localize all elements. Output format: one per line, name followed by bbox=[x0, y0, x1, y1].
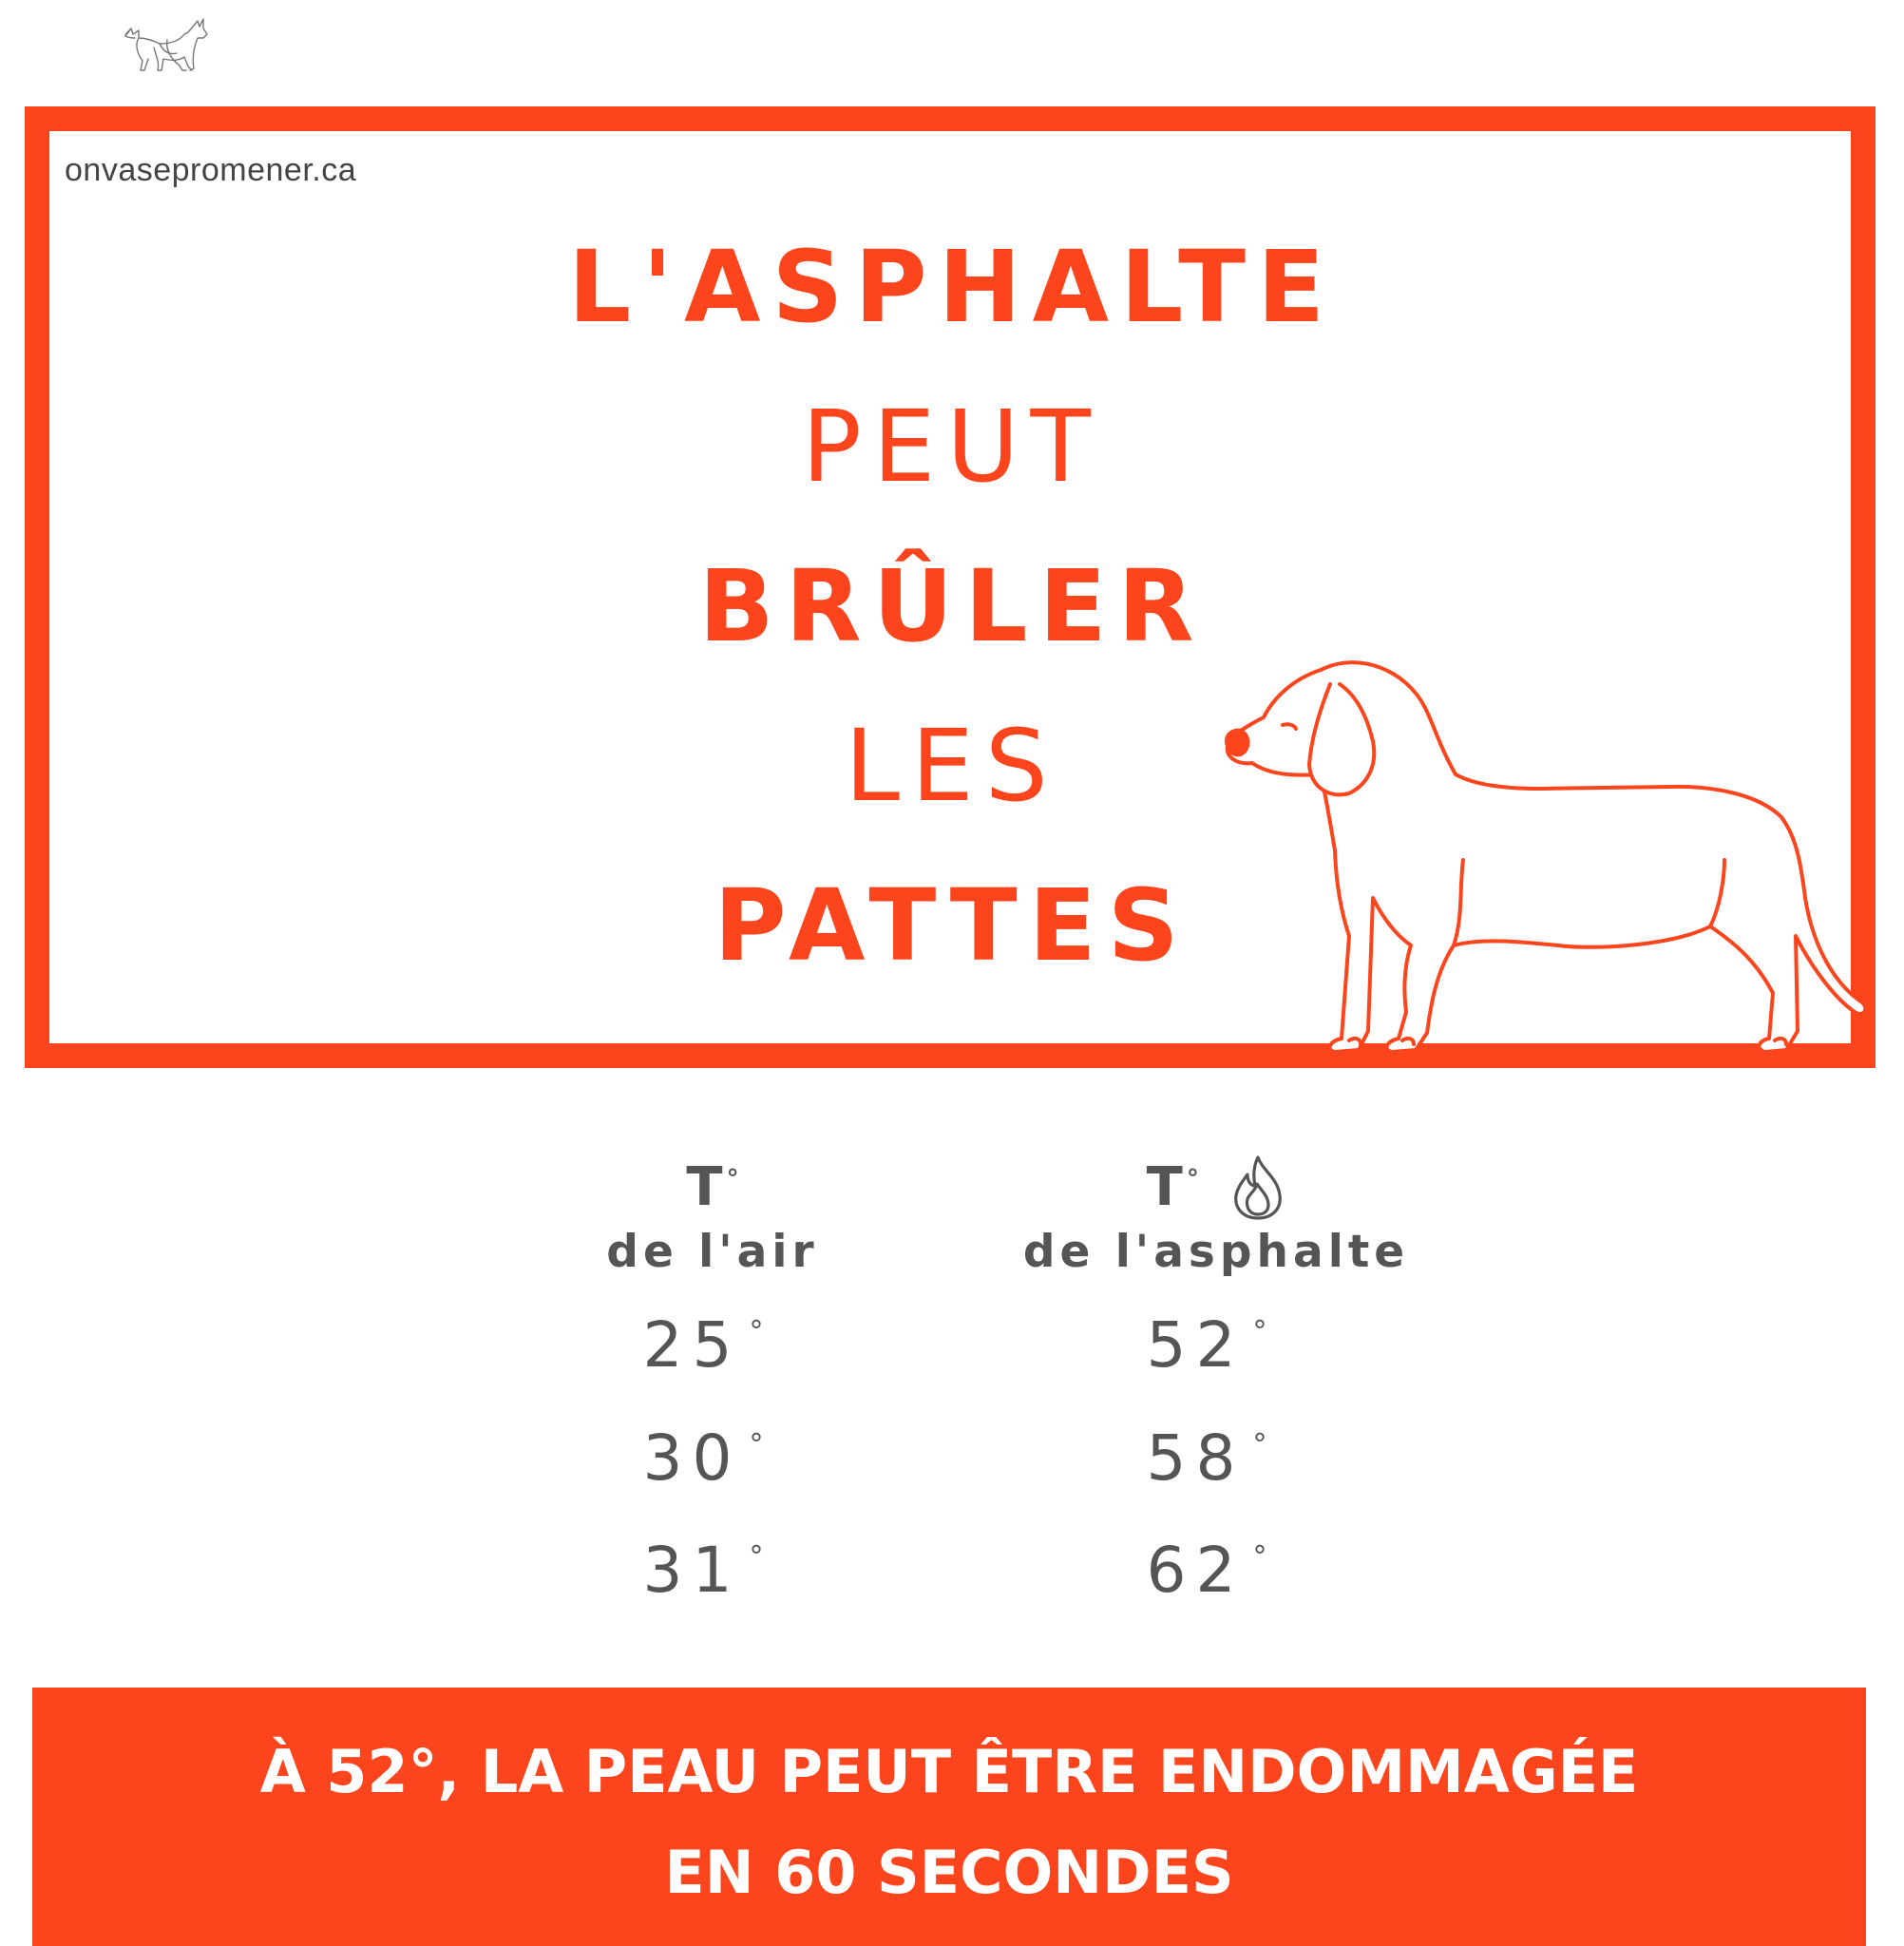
air-temp-value-1: 25 ° bbox=[642, 1308, 773, 1382]
air-temp-value-2: 30 ° bbox=[642, 1421, 773, 1495]
asphalt-t-symbol: T bbox=[1146, 1156, 1183, 1218]
asphalt-temp-value-3: 62 ° bbox=[1146, 1534, 1277, 1607]
air-temp-value-3: 31 ° bbox=[642, 1534, 773, 1607]
banner-line-1: À 52°, LA PEAU PEUT ÊTRE ENDOMMAGÉE bbox=[259, 1737, 1639, 1806]
headline-line-1: L'ASPHALTE bbox=[567, 229, 1337, 345]
asphalt-temp-value-1: 52 ° bbox=[1146, 1308, 1277, 1382]
site-url: onvasepromener.ca bbox=[65, 152, 357, 188]
warning-banner bbox=[32, 1688, 1866, 1946]
air-temp-header bbox=[542, 1156, 884, 1278]
asphalt-temp-label: de l'asphalte bbox=[1022, 1226, 1410, 1278]
banner-line-2: EN 60 SECONDES bbox=[664, 1838, 1234, 1907]
air-degree-symbol: ° bbox=[726, 1165, 739, 1193]
headline-line-5: PATTES bbox=[714, 868, 1190, 983]
air-temp-label: de l'air bbox=[606, 1226, 819, 1278]
cat-dog-sketch-icon bbox=[122, 15, 220, 78]
asphalt-degree-symbol: ° bbox=[1186, 1165, 1199, 1193]
air-t-symbol: T bbox=[686, 1156, 723, 1218]
headline-line-4: LES bbox=[845, 708, 1059, 824]
headline-line-2: PEUT bbox=[801, 389, 1103, 505]
headline-line-3: BRÛLER bbox=[698, 548, 1206, 664]
flame-icon bbox=[1230, 1154, 1285, 1220]
asphalt-temp-value-2: 58 ° bbox=[1146, 1421, 1277, 1495]
asphalt-temp-header bbox=[988, 1156, 1444, 1278]
dachshund-outline-icon bbox=[1178, 632, 1881, 1069]
